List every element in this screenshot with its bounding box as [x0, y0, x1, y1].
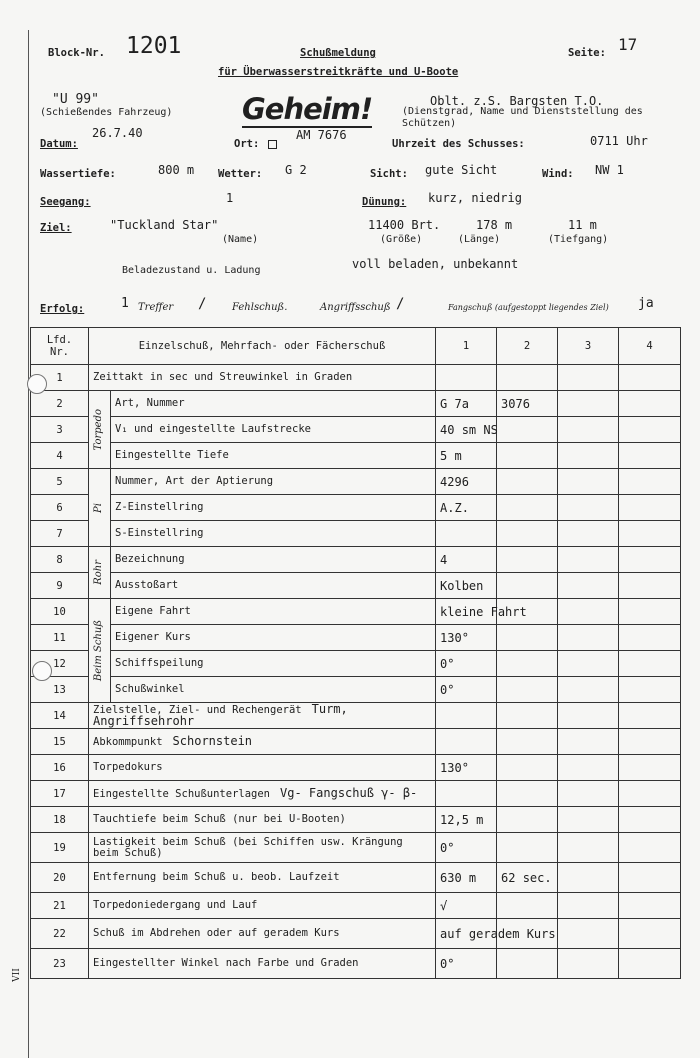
hits-value: 1: [121, 296, 129, 311]
table-row: [31, 833, 681, 863]
attack-value: /: [396, 296, 405, 312]
swell-value: kurz, niedrig: [428, 191, 522, 205]
time-value: 0711 Uhr: [590, 134, 648, 148]
attack-label: Angriffsschuß: [320, 302, 391, 313]
page-label: Seite:: [568, 47, 606, 59]
shooter-name: Oblt. z.S. Bargsten T.O.: [430, 94, 604, 108]
row-value-3: [558, 443, 619, 469]
row-label-text: Eingestellte Schußunterlagen: [93, 787, 271, 800]
row-value-4: [619, 863, 681, 893]
table-row: [31, 495, 681, 521]
row-number: 17: [31, 781, 89, 807]
row-number: 16: [31, 755, 89, 781]
row-value-4: [619, 599, 681, 625]
row-value-1: [436, 729, 497, 755]
row-label: [89, 781, 436, 807]
row-value-2: [497, 677, 558, 703]
row-label: [111, 547, 436, 573]
row-value-3: [558, 547, 619, 573]
row-group-text: Torpedo: [93, 408, 104, 451]
row-value-4: [619, 573, 681, 599]
row-value-3: [558, 729, 619, 755]
row-value-4: [619, 893, 681, 919]
row-number: 21: [31, 893, 89, 919]
table-row: [31, 755, 681, 781]
row-value-4: [619, 703, 681, 729]
row-value-3: [558, 863, 619, 893]
row-value-2: [497, 949, 558, 979]
target-draft-caption: (Tiefgang): [548, 234, 609, 245]
row-value-3: [558, 755, 619, 781]
sea-value: 1: [226, 191, 234, 205]
row-label-text: Eigene Fahrt: [115, 605, 191, 617]
table-row: [31, 949, 681, 979]
row-value-2: [497, 625, 558, 651]
row-group-text: Beim Schuß: [93, 619, 104, 682]
row-label-text: Torpedoniedergang und Lauf: [93, 899, 258, 911]
row-value-2: [497, 573, 558, 599]
row-value-4: [619, 417, 681, 443]
col-header-4: 4: [619, 328, 681, 365]
row-label-text: Zeittakt in sec und Streuwinkel in Graden: [93, 371, 353, 383]
row-label-text: Art, Nummer: [115, 397, 185, 409]
punch-hole: [27, 374, 47, 394]
time-label: Uhrzeit des Schusses:: [392, 138, 525, 150]
row-value-4: [619, 833, 681, 863]
row-value-1: auf geradem Kurs: [436, 919, 497, 949]
form-title: Schußmeldung: [300, 47, 376, 59]
row-value-3: [558, 677, 619, 703]
table-row: [31, 703, 681, 729]
row-number: 1: [31, 365, 89, 391]
block-number-label: Block-Nr.: [48, 47, 105, 59]
row-value-1: 0°: [436, 833, 497, 863]
row-value-3: [558, 919, 619, 949]
visibility-value: gute Sicht: [425, 163, 498, 177]
table-row: [31, 781, 681, 807]
row-value-2: [497, 807, 558, 833]
row-value-1: 630 m: [436, 863, 497, 893]
row-number: 14: [31, 703, 89, 729]
target-size-caption: (Größe): [380, 234, 423, 245]
row-value-1: 0°: [436, 677, 497, 703]
row-value-1: 4: [436, 547, 497, 573]
row-value-2: [497, 365, 558, 391]
table-row: [31, 863, 681, 893]
target-name: "Tuckland Star": [110, 218, 219, 232]
row-number: 18: [31, 807, 89, 833]
target-length: 178 m: [476, 218, 513, 232]
row-label: [89, 807, 436, 833]
row-value-3: [558, 833, 619, 863]
swell-label: Dünung:: [362, 196, 407, 208]
row-label-text: S-Einstellring: [115, 527, 204, 539]
target-length-caption: (Länge): [458, 234, 501, 245]
row-value-2: [497, 443, 558, 469]
wind-value: NW 1: [595, 163, 624, 177]
catch-label: Fangschuß (aufgestoppt liegendes Ziel): [448, 303, 609, 312]
row-label-text: Eingestellte Tiefe: [115, 449, 229, 461]
row-label: [111, 443, 436, 469]
date-label: Datum:: [40, 138, 78, 150]
row-value-1: 40 sm NS: [436, 417, 497, 443]
misses-label: Fehlschuß.: [232, 302, 288, 313]
row-value-3: [558, 949, 619, 979]
table-row: [31, 573, 681, 599]
row-value-1: 130°: [436, 625, 497, 651]
row-label: [89, 729, 436, 755]
page-number: 17: [618, 35, 638, 54]
row-value-4: [619, 391, 681, 417]
col-header-2: 2: [497, 328, 558, 365]
row-number: 20: [31, 863, 89, 893]
row-group-label: [89, 547, 111, 599]
row-value-2: [497, 521, 558, 547]
table-row: [31, 919, 681, 949]
row-label: [111, 521, 436, 547]
row-label-text: Zielstelle, Ziel- und Rechengerät: [93, 703, 302, 716]
table-row: [31, 391, 681, 417]
row-value-1: G 7a: [436, 391, 497, 417]
row-value-3: [558, 651, 619, 677]
row-label-text: Nummer, Art der Aptierung: [115, 475, 274, 487]
row-number: 2: [31, 391, 89, 417]
row-value-4: [619, 443, 681, 469]
table-row: [31, 625, 681, 651]
row-label-text: Schiffspeilung: [115, 657, 204, 669]
depth-label: Wassertiefe:: [40, 168, 116, 180]
table-row: [31, 807, 681, 833]
date-value: 26.7.40: [92, 126, 143, 140]
table-row: [31, 365, 681, 391]
table-row: [31, 417, 681, 443]
row-label-text: Schußwinkel: [115, 683, 185, 695]
row-value-1: [436, 521, 497, 547]
row-value-2: [497, 755, 558, 781]
row-label-text: Torpedokurs: [93, 761, 163, 773]
row-value-3: [558, 573, 619, 599]
result-label: Erfolg:: [40, 303, 85, 315]
col-header-1: 1: [436, 328, 497, 365]
row-group-label: [89, 469, 111, 547]
row-value-3: [558, 495, 619, 521]
row-value-4: [619, 651, 681, 677]
row-value-4: [619, 919, 681, 949]
row-value-2: 3076: [497, 391, 558, 417]
row-value-4: [619, 495, 681, 521]
table-row: [31, 469, 681, 495]
row-value-3: [558, 703, 619, 729]
row-value-1: 0°: [436, 949, 497, 979]
place-value: AM 7676: [296, 128, 347, 142]
row-value-4: [619, 521, 681, 547]
row-group-text: Pi: [93, 502, 104, 513]
row-value-2: [497, 495, 558, 521]
table-row: [31, 547, 681, 573]
row-inline-value: Schornstein: [172, 733, 253, 748]
margin-note: VII: [11, 968, 22, 982]
row-value-4: [619, 677, 681, 703]
row-value-4: [619, 729, 681, 755]
row-value-2: [497, 729, 558, 755]
row-label-text: Tauchtiefe beim Schuß (nur bei U-Booten): [93, 813, 346, 825]
row-label: [111, 469, 436, 495]
row-label: [111, 573, 436, 599]
row-number: 9: [31, 573, 89, 599]
row-label: [89, 893, 436, 919]
row-label: [111, 625, 436, 651]
target-label: Ziel:: [40, 222, 72, 234]
row-label-text: Eigener Kurs: [115, 631, 191, 643]
row-value-1: 130°: [436, 755, 497, 781]
table-row: [31, 443, 681, 469]
row-label: [89, 863, 436, 893]
row-value-2: [497, 417, 558, 443]
row-value-4: [619, 469, 681, 495]
row-label-text: Lastigkeit beim Schuß (bei Schiffen usw. Krängung beim Schuß): [93, 835, 403, 859]
hits-label: Treffer: [138, 302, 174, 313]
form-subtitle: für Überwasserstreitkräfte und U-Boote: [218, 66, 459, 78]
row-number: 11: [31, 625, 89, 651]
row-number: 10: [31, 599, 89, 625]
table-row: [31, 521, 681, 547]
row-value-1: [436, 703, 497, 729]
table-row: [31, 677, 681, 703]
table-header: [31, 328, 681, 365]
row-label-text: Schuß im Abdrehen oder auf geradem Kurs: [93, 927, 340, 939]
row-value-4: [619, 781, 681, 807]
row-value-1: 5 m: [436, 443, 497, 469]
row-label: [111, 651, 436, 677]
row-number: 4: [31, 443, 89, 469]
row-value-2: [497, 547, 558, 573]
block-number: 1201: [126, 33, 182, 59]
row-value-1: A.Z.: [436, 495, 497, 521]
row-label: [111, 599, 436, 625]
target-draft: 11 m: [568, 218, 597, 232]
row-label: [111, 417, 436, 443]
table-row: [31, 651, 681, 677]
row-value-1: Kolben: [436, 573, 497, 599]
misses-value: /: [198, 296, 207, 312]
row-label-text: Eingestellter Winkel nach Farbe und Graden: [93, 957, 359, 969]
row-inline-value: Vg- Fangschuß γ- β-: [280, 785, 418, 800]
weather-label: Wetter:: [218, 168, 263, 180]
row-label-text: Abkommpunkt: [93, 735, 163, 748]
row-number: 5: [31, 469, 89, 495]
row-value-3: [558, 781, 619, 807]
row-value-1: 12,5 m: [436, 807, 497, 833]
row-value-3: [558, 417, 619, 443]
row-label-text: Z-Einstellring: [115, 501, 204, 513]
shot-table: [30, 327, 681, 979]
row-number: 23: [31, 949, 89, 979]
row-value-4: [619, 949, 681, 979]
row-value-1: 4296: [436, 469, 497, 495]
col-header-desc: Einzelschuß, Mehrfach- oder Fächerschuß: [89, 328, 436, 365]
row-value-4: [619, 365, 681, 391]
row-value-2: 62 sec.: [497, 863, 558, 893]
wind-label: Wind:: [542, 168, 574, 180]
row-value-1: 0°: [436, 651, 497, 677]
row-value-1: √: [436, 893, 497, 919]
row-value-1: [436, 365, 497, 391]
load-value: voll beladen, unbekannt: [352, 257, 519, 271]
row-label: [89, 833, 436, 863]
row-number: 3: [31, 417, 89, 443]
punch-hole: [32, 661, 52, 681]
row-label: [89, 755, 436, 781]
row-value-2: [497, 833, 558, 863]
row-value-3: [558, 469, 619, 495]
row-value-3: [558, 807, 619, 833]
row-label-text: Ausstoßart: [115, 579, 179, 591]
row-label: [111, 391, 436, 417]
row-value-2: [497, 703, 558, 729]
row-value-3: [558, 521, 619, 547]
table-row: [31, 893, 681, 919]
row-value-3: [558, 391, 619, 417]
row-value-1: [436, 781, 497, 807]
row-label: [111, 495, 436, 521]
row-value-2: [497, 469, 558, 495]
row-number: 8: [31, 547, 89, 573]
row-label-text: Entfernung beim Schuß u. beob. Laufzeit: [93, 871, 340, 883]
row-group-text: Rohr: [93, 560, 104, 585]
row-group-label: [89, 599, 111, 703]
target-size: 11400 Brt.: [368, 218, 441, 232]
row-label: [89, 949, 436, 979]
row-label-text: V₁ und eingestellte Laufstrecke: [115, 423, 311, 435]
table-row: [31, 729, 681, 755]
secret-stamp: Geheim!: [242, 92, 373, 126]
row-number: 15: [31, 729, 89, 755]
row-label: [89, 365, 436, 391]
row-value-3: [558, 599, 619, 625]
catch-value: ja: [638, 296, 654, 311]
shooter-caption: (Dienstgrad, Name und Dienststellung des Schützen): [402, 106, 643, 129]
boat-caption: (Schießendes Fahrzeug): [40, 107, 173, 118]
row-value-2: [497, 651, 558, 677]
row-value-3: [558, 893, 619, 919]
row-label: [111, 677, 436, 703]
row-label: [89, 703, 436, 729]
row-value-4: [619, 807, 681, 833]
table-row: [31, 599, 681, 625]
load-label: Beladezustand u. Ladung: [122, 265, 261, 276]
col-header-3: 3: [558, 328, 619, 365]
row-value-3: [558, 625, 619, 651]
row-number: 19: [31, 833, 89, 863]
visibility-label: Sicht:: [370, 168, 408, 180]
row-value-3: [558, 365, 619, 391]
place-checkbox-icon: [268, 140, 277, 149]
row-value-4: [619, 547, 681, 573]
col-header-nr: Lfd. Nr.: [31, 328, 89, 365]
row-number: 7: [31, 521, 89, 547]
row-value-4: [619, 755, 681, 781]
row-group-label: [89, 391, 111, 469]
sea-label: Seegang:: [40, 196, 91, 208]
boat-name: "U 99": [52, 92, 99, 107]
place-label: Ort:: [234, 138, 260, 150]
row-number: 6: [31, 495, 89, 521]
depth-value: 800 m: [158, 163, 195, 177]
row-number: 13: [31, 677, 89, 703]
margin-line: [28, 30, 29, 1058]
row-label: [89, 919, 436, 949]
row-value-2: [497, 781, 558, 807]
row-value-1: kleine Fahrt: [436, 599, 497, 625]
row-number: 22: [31, 919, 89, 949]
target-name-caption: (Name): [222, 234, 259, 245]
row-inline-value: Turm, Angriffsehrohr: [93, 702, 348, 728]
row-number: 12: [31, 651, 89, 677]
row-value-4: [619, 625, 681, 651]
weather-value: G 2: [285, 163, 307, 177]
row-label-text: Bezeichnung: [115, 553, 185, 565]
row-value-2: [497, 893, 558, 919]
